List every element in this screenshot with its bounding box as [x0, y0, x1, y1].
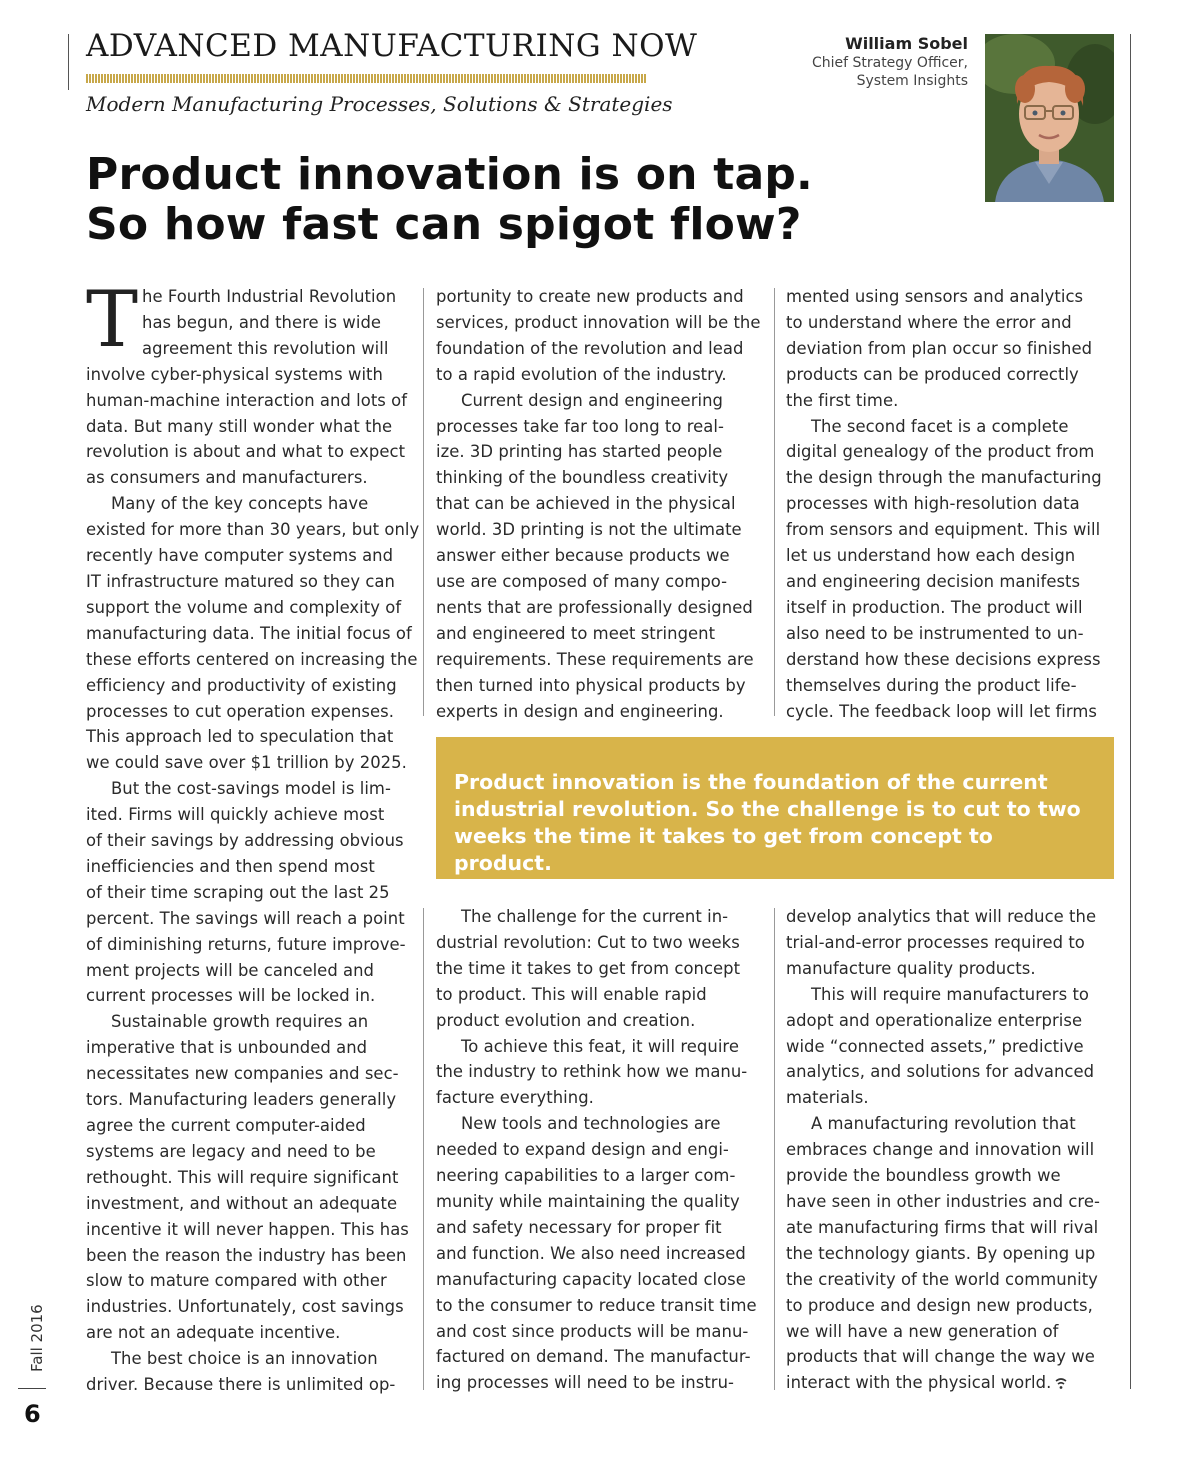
article-text-line: ited. Firms will quickly achieve most [86, 805, 385, 825]
article-text-line: have seen in other industries and cre- [786, 1191, 1100, 1211]
article-text-line: product evolution and creation. [436, 1010, 696, 1030]
article-text-line: systems are legacy and need to be [86, 1141, 376, 1161]
article-text-line: rethought. This will require significant [86, 1167, 399, 1187]
article-text-line: industries. Unfortunately, cost savings [86, 1297, 404, 1317]
article-text-line: support the volume and complexity of [86, 597, 402, 617]
pull-quote-text [454, 769, 1096, 877]
article-text-line: these efforts centered on increasing the [86, 649, 418, 669]
article-text-line: facture everything. [436, 1088, 594, 1108]
article-text-line: then turned into physical products by [436, 675, 746, 695]
article-text-line: itself in production. The product will [786, 597, 1083, 617]
article-text-line: experts in design and engineering. [436, 701, 724, 721]
page-number: 6 [24, 1400, 41, 1428]
article-text-line: incentive it will never happen. This has [86, 1219, 409, 1239]
article-text-line: cycle. The feedback loop will let firms [786, 701, 1097, 721]
article-text-line: ate manufacturing firms that will rival [786, 1217, 1099, 1237]
article-text-line: requirements. These requirements are [436, 649, 754, 669]
article-text-line: slow to mature compared with other [86, 1271, 387, 1291]
article-text-line: Sustainable growth requires an [111, 1012, 369, 1032]
article-text-line: efficiency and productivity of existing [86, 675, 397, 695]
pull-quote-line: weeks the time it takes to get from concept to product. [454, 824, 993, 875]
article-text-line: the first time. [786, 390, 899, 410]
article-text-line: agree the current computer-aided [86, 1116, 366, 1135]
article-text-line: existed for more than 30 years, but only [86, 520, 420, 540]
article-text-line: and cost since products will be manu- [436, 1321, 749, 1341]
article-text-line: the design through the manufacturing [786, 468, 1102, 488]
article-text-line: nents that are professionally designed [436, 597, 753, 617]
article-text-line: manufacture quality products. [786, 958, 1036, 978]
column-divider [423, 908, 424, 1390]
article-text-line: processes to cut operation expenses. [86, 701, 394, 721]
article-text-line: let us understand how each design [786, 546, 1076, 566]
article-text-line: ing processes will need to be instru- [436, 1373, 734, 1393]
article-text-line: use are composed of many compo- [436, 571, 728, 591]
article-text-line: processes with high-resolution data [786, 494, 1080, 514]
article-text-line: deviation from plan occur so finished [786, 338, 1093, 358]
article-column-2-top [436, 284, 766, 724]
article-text-line: he Fourth Industrial Revolution [142, 287, 397, 306]
author-name: William Sobel [845, 34, 968, 53]
article-text-line: are not an adequate incentive. [86, 1323, 341, 1343]
article-text-line: the technology giants. By opening up [786, 1243, 1096, 1263]
article-text-line: trial-and-error processes required to [786, 932, 1085, 952]
article-text-line: of diminishing returns, future improve- [86, 934, 406, 954]
masthead-decorative-band [86, 74, 646, 83]
article-column-1 [86, 284, 420, 1398]
article-text-line: answer either because products we [436, 546, 730, 566]
article-text-line: Current design and engineering [461, 390, 723, 410]
article-text-line: IT infrastructure matured so they can [86, 571, 395, 591]
article-text-line: factured on demand. The manufactur- [436, 1347, 751, 1367]
article-text-line: as consumers and manufacturers. [86, 468, 368, 488]
masthead-left-rule [68, 34, 69, 90]
column-divider [423, 288, 424, 716]
headline-line-1: Product innovation is on tap. [86, 149, 813, 200]
column-divider [774, 288, 775, 716]
article-text-line: The challenge for the current in- [461, 907, 729, 926]
article-text-line: from sensors and equipment. This will [786, 520, 1101, 540]
article-text-line: neering capabilities to a larger com- [436, 1166, 736, 1186]
issue-season: Fall 2016 [28, 1304, 46, 1372]
article-text-line: been the reason the industry has been [86, 1245, 407, 1265]
article-text-line: portunity to create new products and [436, 287, 744, 306]
article-text-line: to product. This will enable rapid [436, 984, 707, 1004]
article-text-line: This will require manufacturers to [811, 984, 1089, 1004]
article-headline [86, 150, 886, 250]
article-text-line: percent. The savings will reach a point [86, 908, 405, 928]
article-text-line: wide “connected assets,” predictive [786, 1036, 1084, 1056]
article-text-line: New tools and technologies are [461, 1114, 721, 1134]
headline-line-2: So how fast can spigot flow? [86, 199, 802, 250]
author-photo [985, 34, 1114, 202]
article-text-line: The best choice is an innovation [111, 1349, 378, 1369]
page-right-rule [1130, 34, 1131, 1389]
article-text-line: services, product innovation will be the [436, 312, 761, 332]
article-column-2-bottom [436, 904, 766, 1396]
article-text-line: foundation of the revolution and lead [436, 338, 744, 358]
footer-rule [18, 1388, 46, 1389]
article-text-line: involve cyber-physical systems with [86, 364, 383, 384]
author-byline [812, 34, 968, 90]
article-text-line: manufacturing data. The initial focus of [86, 623, 412, 643]
article-text-line: to produce and design new products, [786, 1295, 1093, 1315]
author-role-line2: System Insights [856, 73, 968, 89]
article-text-line: munity while maintaining the quality [436, 1191, 740, 1211]
article-text-line: and engineering decision manifests [786, 571, 1081, 591]
article-text-line: revolution is about and what to expect [86, 442, 406, 462]
article-text-line: dustrial revolution: Cut to two weeks [436, 932, 740, 952]
article-text-line: agreement this revolution will [142, 338, 389, 358]
article-text-line: develop analytics that will reduce the [786, 907, 1097, 926]
magazine-tagline: Modern Manufacturing Processes, Solutions & Strategies [86, 92, 673, 116]
article-text-line: world. 3D printing is not the ultimate [436, 520, 742, 540]
article-text-line: current processes will be locked in. [86, 986, 376, 1006]
article-text-line: provide the boundless growth we [786, 1166, 1061, 1186]
article-text-line: products that will change the way we [786, 1347, 1095, 1367]
article-text-line: imperative that is unbounded and [86, 1038, 368, 1058]
article-text-line: The second facet is a complete [811, 416, 1069, 436]
article-text-line: Many of the key concepts have [111, 494, 369, 514]
article-text-line: and safety necessary for proper fit [436, 1217, 722, 1237]
article-text-line: needed to expand design and engi- [436, 1140, 729, 1160]
article-text-line: products can be produced correctly [786, 364, 1079, 384]
article-text-line: data. But many still wonder what the [86, 416, 393, 436]
magazine-masthead: ADVANCED MANUFACTURING NOW [86, 28, 698, 64]
end-of-article-icon [1055, 1378, 1067, 1390]
article-text-line: recently have computer systems and [86, 546, 394, 566]
article-text-line: adopt and operationalize enterprise [786, 1010, 1083, 1030]
article-text-line: This approach led to speculation that [86, 727, 394, 747]
article-text-line: analytics, and solutions for advanced [786, 1062, 1095, 1082]
article-text-line: investment, and without an adequate [86, 1193, 398, 1213]
article-text-line: manufacturing capacity located close [436, 1269, 746, 1289]
article-text-line: ment projects will be canceled and [86, 960, 375, 980]
article-text-line: of their savings by addressing obvious [86, 831, 404, 851]
article-text-line: thinking of the boundless creativity [436, 468, 729, 488]
article-text-line: to the consumer to reduce transit time [436, 1295, 757, 1315]
article-text-line: materials. [786, 1088, 869, 1108]
article-text-line: we will have a new generation of [786, 1321, 1059, 1341]
article-text-line: digital genealogy of the product from [786, 442, 1095, 462]
article-text-line: the industry to rethink how we manu- [436, 1062, 748, 1082]
pull-quote-line: Product innovation is the foundation of the current [454, 770, 1048, 794]
article-text-line: embraces change and innovation will [786, 1140, 1095, 1160]
article-text-line: to understand where the error and [786, 312, 1072, 332]
article-text-line: To achieve this feat, it will require [461, 1036, 739, 1056]
article-text-line: of their time scraping out the last 25 [86, 882, 390, 902]
article-text-line: mented using sensors and analytics [786, 287, 1084, 306]
article-text-line: and function. We also need increased [436, 1243, 746, 1263]
article-text-line: ize. 3D printing has started people [436, 442, 723, 462]
article-text-line: human-machine interaction and lots of [86, 390, 408, 410]
article-text-line: the time it takes to get from concept [436, 958, 741, 978]
article-text-line: inefficiencies and then spend most [86, 856, 375, 876]
article-text-line: that can be achieved in the physical [436, 494, 736, 514]
column-divider [774, 908, 775, 1390]
article-text-line: we could save over $1 trillion by 2025. [86, 753, 407, 773]
article-text-line: derstand how these decisions express [786, 649, 1101, 669]
article-text-line: A manufacturing revolution that [811, 1114, 1076, 1134]
article-text-line: But the cost-savings model is lim- [111, 779, 391, 799]
article-text-line: also need to be instrumented to un- [786, 623, 1084, 643]
article-text-line: interact with the physical world. [786, 1370, 1116, 1396]
pull-quote-line: industrial revolution. So the challenge is to cut to two [454, 797, 1081, 821]
article-text-line: tors. Manufacturing leaders generally [86, 1090, 397, 1110]
article-text-line: processes take far too long to real- [436, 416, 724, 436]
article-text-line: to a rapid evolution of the industry. [436, 364, 727, 384]
pull-quote [436, 737, 1114, 879]
article-text-line: necessitates new companies and sec- [86, 1064, 399, 1084]
article-text-line: has begun, and there is wide [142, 312, 382, 332]
article-text-line: driver. Because there is unlimited op- [86, 1375, 396, 1395]
article-column-3-bottom [786, 904, 1116, 1396]
article-text-line: and engineered to meet stringent [436, 623, 716, 643]
article-text-line: the creativity of the world community [786, 1269, 1098, 1289]
article-text-line: themselves during the product life- [786, 675, 1077, 695]
article-column-3-top [786, 284, 1116, 724]
drop-cap: T [86, 275, 139, 365]
author-role-line1: Chief Strategy Officer, [811, 55, 968, 71]
